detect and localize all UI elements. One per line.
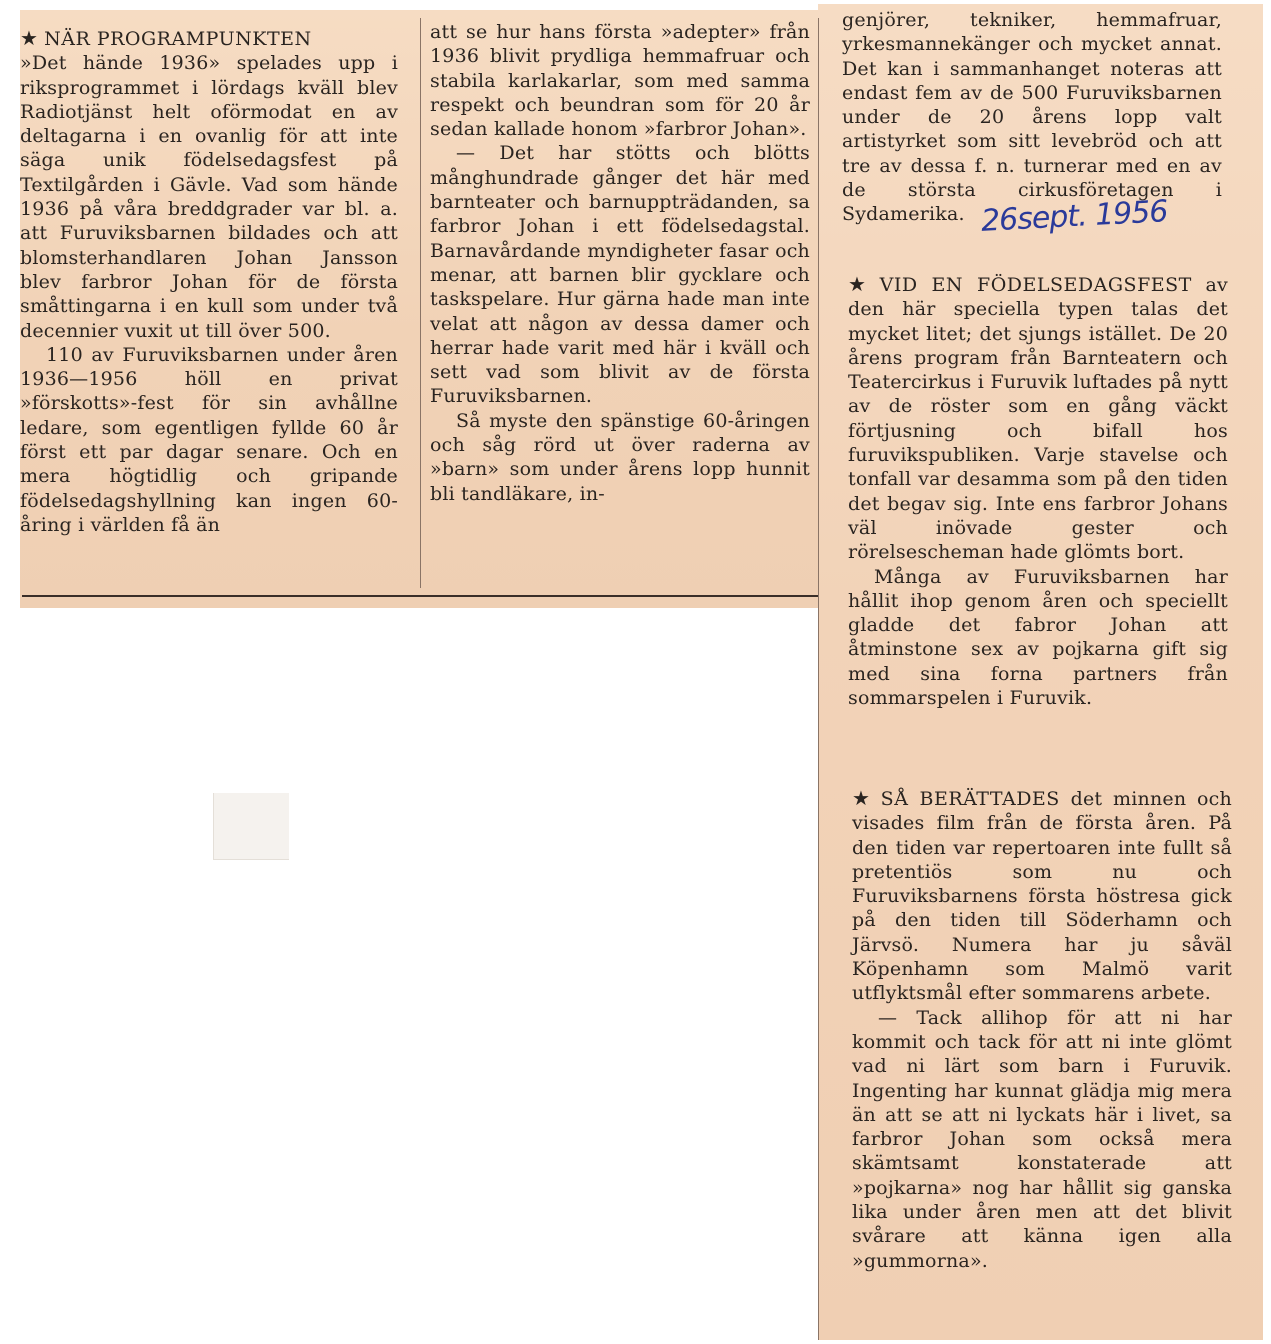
article-column-1 [20,26,398,537]
paragraph: 110 av Furuviksbarnen under åren 1936—1956 höll en privat »förskotts»-fest för sin avhållne ledare, som egentligen fyllde 60 år först ett par dagar senare. Och en mera högtidlig och gripande födelsedagshyllning kan ingen 60-åring i världen få än [20,343,398,536]
section-heading: NÄR PROGRAMPUNKTEN [44,28,312,50]
paragraph [20,26,398,343]
paragraph [842,8,1222,240]
article-column-3-bottom [852,786,1232,1273]
handwritten-date: 26sept. 1956 [980,194,1169,240]
star-icon: ★ [20,26,39,50]
article-column-3-top [842,8,1222,240]
paragraph: Många av Furuviksbarnen har hållit ihop genom åren och speciellt gladde det fabror Johan att åtminstone sex av pojkarna gift sig med sina forna partners från sommarspelen i Furuvik. [848,565,1228,710]
article-column-2 [430,20,810,506]
paragraph-text: genjörer, tekniker, hemmafruar, yrkesmannekänger och mycket annat. Det kan i sammanhanget noteras att endast fem av de 500 Furuviksbarnen under de 20 årens lopp valt artistyrket som sitt levebröd och att tre av dessa f. n. turnerar med en av de största cirkusföretagen i Sydamerika. [842,9,1222,226]
article-column-3-middle [848,272,1228,710]
paragraph: Så myste den spänstige 60-åringen och såg rörd ut över raderna av »barn» som under årens lopp hunnit bli tandläkare, in- [430,409,810,505]
column-divider-1 [420,18,421,588]
paragraph [852,786,1232,1006]
paragraph-text: det minnen och visades film från de första åren. På den tiden var repertoaren inte fullt så pretentiös som nu och Furuviksbarnens första höstresa gick på den tiden till Söderhamn och Järvsö. Numera har ju såväl Köpenhamn som Malmö varit utflyktsmål efter sommarens arbete. [852,788,1232,1005]
paragraph: — Tack allihop för att ni har kommit och tack för att ni inte glömt vad ni lärt som barn i Furuvik. Ingenting har kunnat glädja mig mera än att se att ni lyckats här i livet, sa farbror Johan som också mera skämtsamt konstaterade att »pojkarna» nog har hållit sig ganska lika under åren men att det blivit svårare att känna igen alla »gummorna». [852,1006,1232,1272]
column-divider-2 [818,18,819,1340]
paragraph-text: av den här speciella typen talas det mycket litet; det sjungs istället. De 20 årens program från Barnteatern och Teatercirkus i Furuvik luftades på nytt av de röster som en gång väckt förtjusning och bifall hos furuvikspubliken. Varje stavelse och tonfall var desamma som på den tiden det begav sig. Inte ens farbror Johans väl inövade gester och rörelsescheman hade glömts bort. [848,274,1228,564]
paragraph [848,272,1228,565]
bottom-rule [22,595,818,597]
star-icon: ★ [848,272,874,296]
paragraph: att se hur hans första »adepter» från 1936 blivit prydliga hemmafruar och stabila karlakarlar, som med samma respekt och beundran som för 20 år sedan kallade honom »farbror Johan». [430,21,810,141]
section-heading: VID EN FÖDELSEDAGSFEST [879,274,1192,296]
section-heading: SÅ BERÄTTADES [880,788,1060,810]
paper-scrap [213,793,289,860]
star-icon: ★ [852,786,875,810]
paragraph: — Det har stötts och blötts månghundrade gånger det här med barnteater och barnuppträdanden, sa farbror Johan i ett födelsedagstal. Barnavårdande myndigheter fasar och menar, att barnen blir gycklare och taskspelare. Hur gärna hade man inte velat att någon av dessa damer och herrar hade varit med här i kväll och sett vad som blivit av de första Furuviksbarnen. [430,142,810,408]
paragraph-text: »Det hände 1936» spelades upp i riksprogrammet i lördags kväll blev Radiotjänst helt oförmodat en av deltagarna i en ovanlig för att inte säga unik födelsedagsfest på Textilgården i Gävle. Vad som hände 1936 på våra breddgrader var bl. a. att Furuviksbarnen bildades och att blomsterhandlaren Johan Jansson blev farbror Johan för de första småttingarna i en kull som under två decennier vuxit ut till över 500. [20,52,398,342]
